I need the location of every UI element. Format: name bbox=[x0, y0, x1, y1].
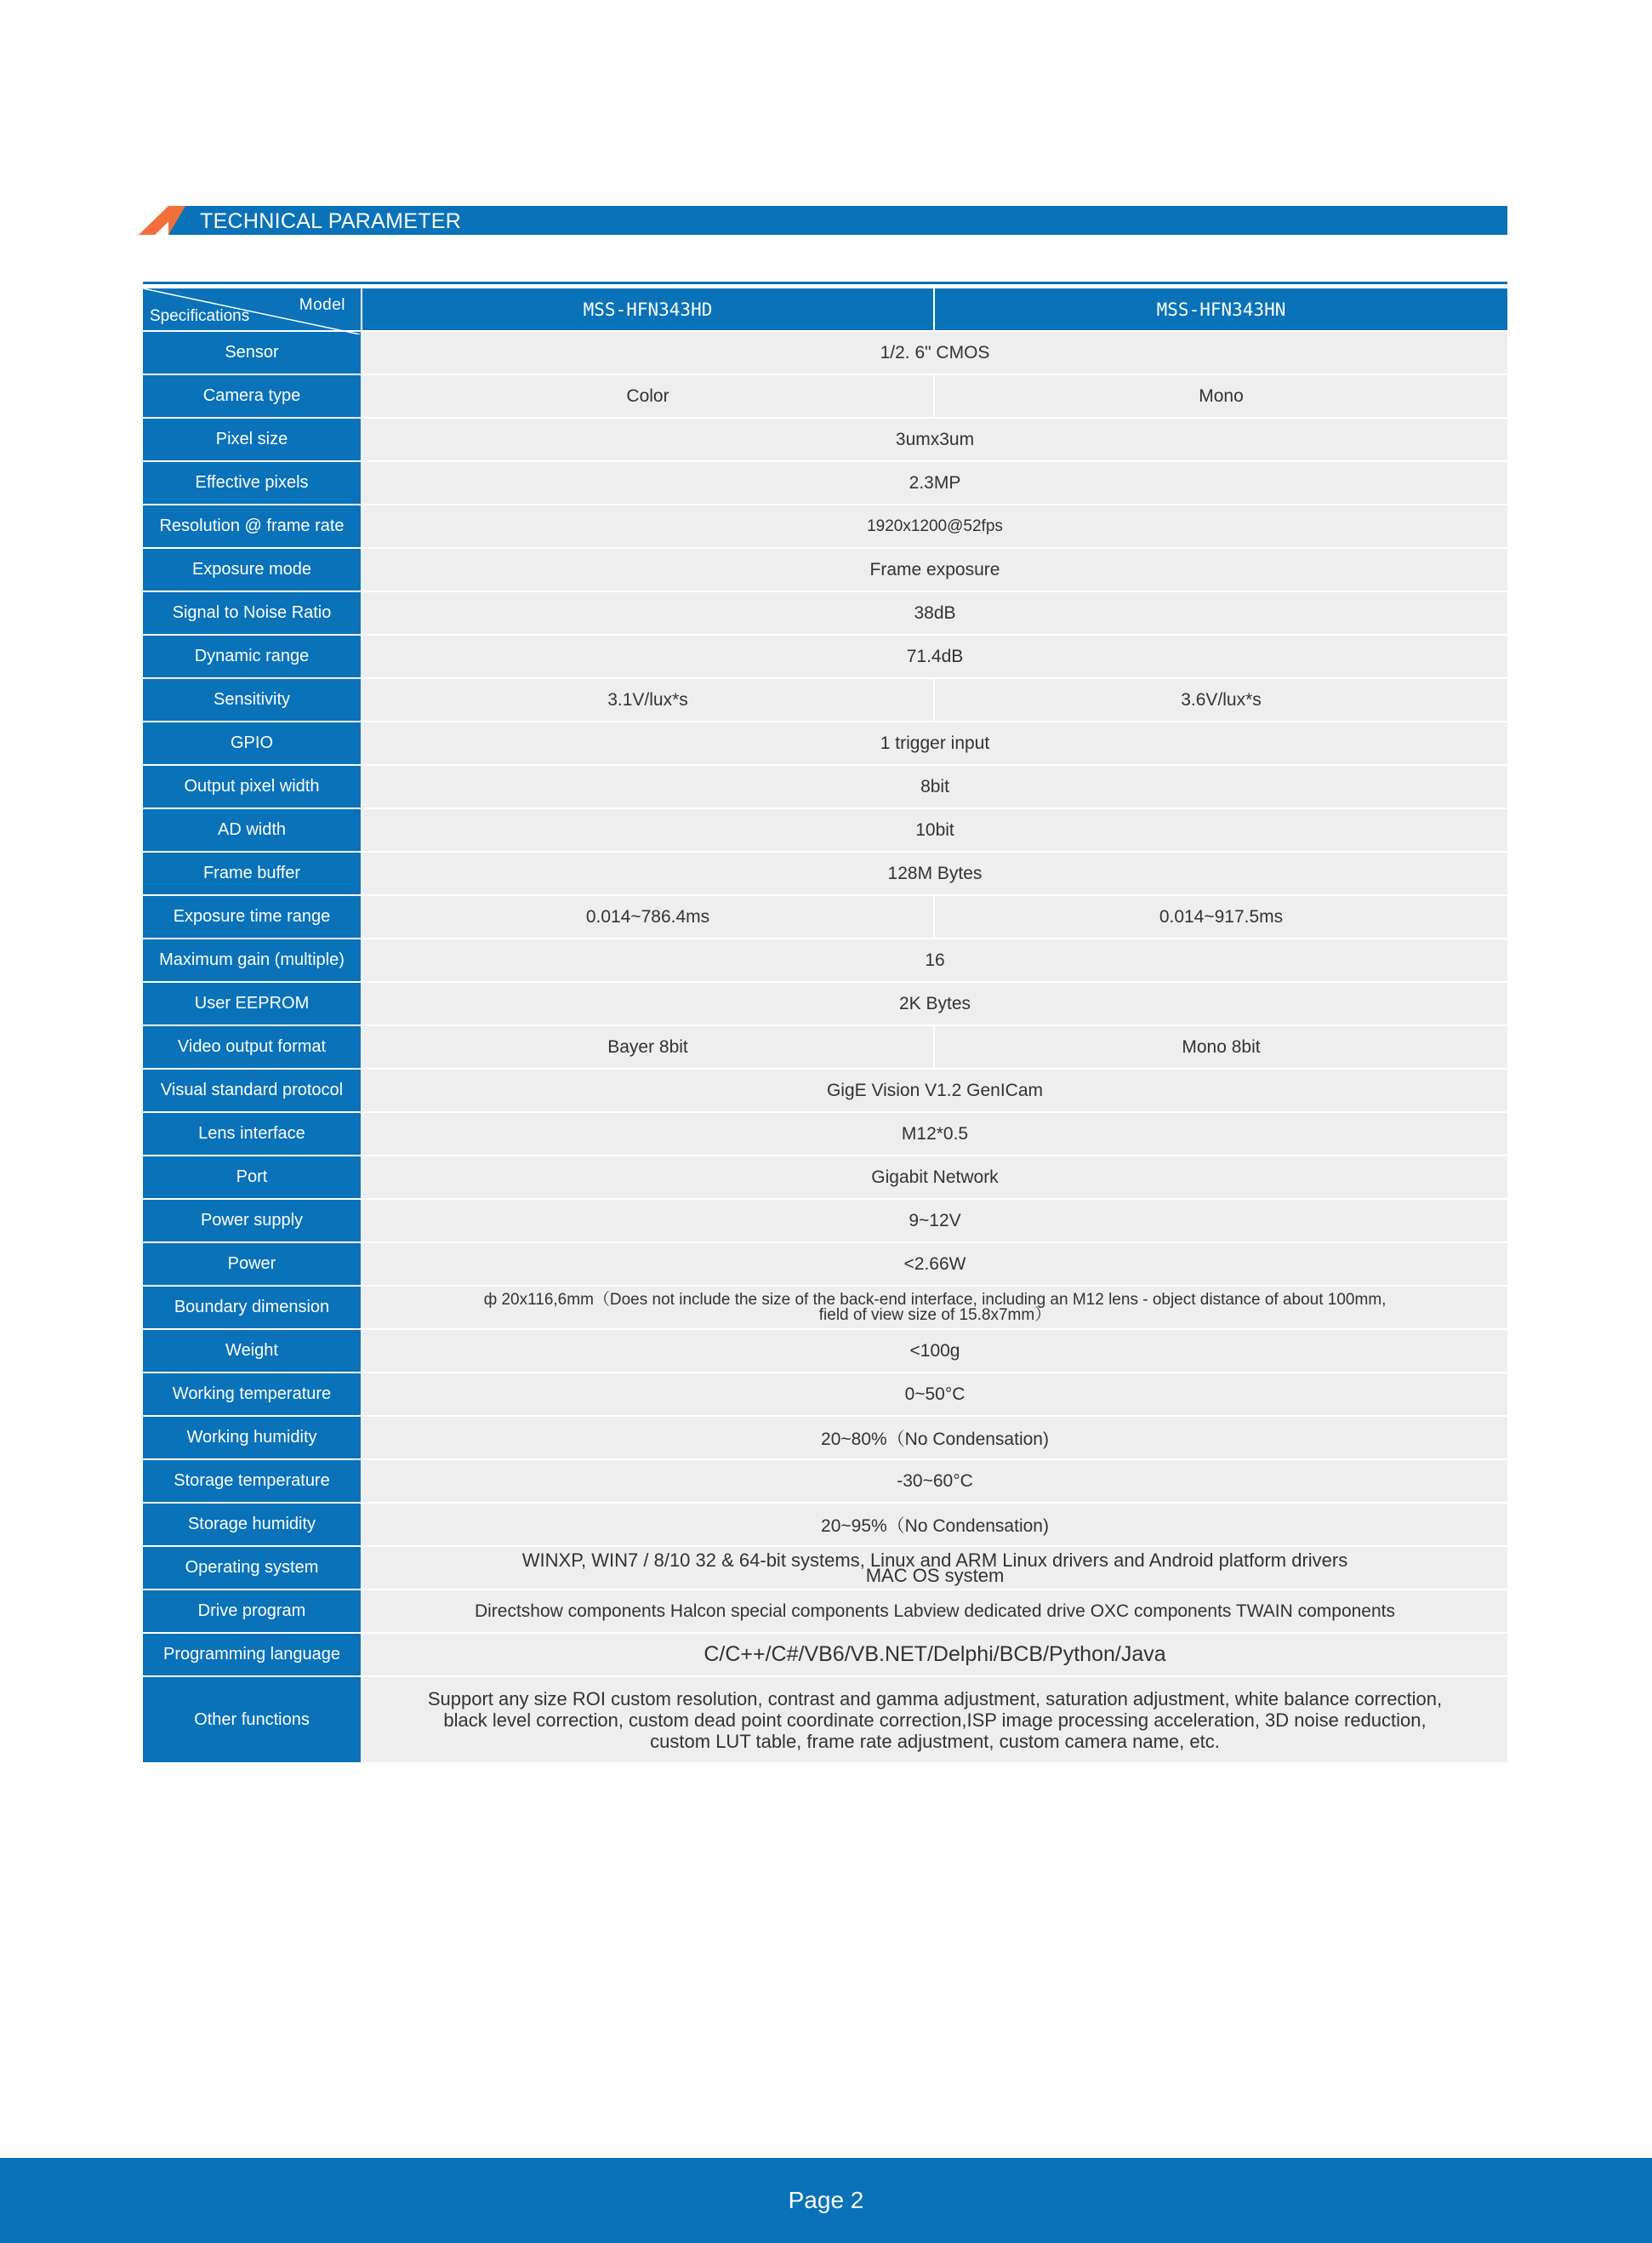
row-label: Sensor bbox=[143, 331, 362, 374]
boundary-line-1: ф 20x116,6mm（Does not include the size of the back-end interface, including an M12 lens - object distance of about 100mm, bbox=[483, 1290, 1387, 1309]
model-header-hd: MSS-HFN343HD bbox=[362, 288, 934, 331]
table-row bbox=[143, 982, 1507, 1025]
table-row bbox=[143, 1069, 1507, 1112]
row-label: Operating system bbox=[143, 1546, 362, 1590]
row-label: Drive program bbox=[143, 1590, 362, 1633]
page-number: Page 2 bbox=[788, 2187, 864, 2213]
table-row bbox=[143, 1676, 1507, 1763]
table-row bbox=[143, 852, 1507, 895]
table-row bbox=[143, 1112, 1507, 1156]
row-label: Working humidity bbox=[143, 1416, 362, 1459]
row-value: 38dB bbox=[362, 591, 1507, 635]
row-value: 2K Bytes bbox=[362, 982, 1507, 1025]
row-value: 128M Bytes bbox=[362, 852, 1507, 895]
row-value-hd: Color bbox=[362, 374, 934, 418]
table-row bbox=[143, 765, 1507, 808]
section-title: TECHNICAL PARAMETER bbox=[200, 209, 462, 233]
row-label: Power supply bbox=[143, 1199, 362, 1242]
row-value: 2.3MP bbox=[362, 461, 1507, 505]
row-value bbox=[362, 1286, 1507, 1329]
row-label: GPIO bbox=[143, 722, 362, 765]
row-label: Exposure time range bbox=[143, 895, 362, 939]
table-row bbox=[143, 1242, 1507, 1286]
table-row bbox=[143, 895, 1507, 939]
row-value bbox=[362, 1676, 1507, 1763]
page-footer bbox=[0, 2158, 1652, 2243]
row-label: Maximum gain (multiple) bbox=[143, 939, 362, 982]
row-value: 1 trigger input bbox=[362, 722, 1507, 765]
row-label: Other functions bbox=[143, 1676, 362, 1763]
table-row bbox=[143, 1286, 1507, 1329]
row-label: Lens interface bbox=[143, 1112, 362, 1156]
table-row bbox=[143, 722, 1507, 765]
table-row bbox=[143, 1199, 1507, 1242]
row-value: Frame exposure bbox=[362, 548, 1507, 591]
table-row bbox=[143, 1503, 1507, 1546]
row-value: -30~60°C bbox=[362, 1459, 1507, 1503]
row-value-hn: 0.014~917.5ms bbox=[934, 895, 1507, 939]
row-value: C/C++/C#/VB6/VB.NET/Delphi/BCB/Python/Java bbox=[362, 1633, 1507, 1676]
table-row bbox=[143, 678, 1507, 722]
row-value: 20~80%（No Condensation) bbox=[362, 1416, 1507, 1459]
row-label: Output pixel width bbox=[143, 765, 362, 808]
corner-spec-label: Specifications bbox=[150, 307, 250, 325]
row-label: Dynamic range bbox=[143, 635, 362, 678]
table-row bbox=[143, 374, 1507, 418]
row-value-hd: Bayer 8bit bbox=[362, 1025, 934, 1069]
row-value: 16 bbox=[362, 939, 1507, 982]
row-label: Signal to Noise Ratio bbox=[143, 591, 362, 635]
row-label: Effective pixels bbox=[143, 461, 362, 505]
table-row bbox=[143, 1156, 1507, 1199]
row-value: 9~12V bbox=[362, 1199, 1507, 1242]
corner-header-cell bbox=[143, 288, 362, 331]
row-value: 8bit bbox=[362, 765, 1507, 808]
other-functions-line-2: black level correction, custom dead point coordinate correction,ISP image processing acceleration, 3D noise reduction, bbox=[443, 1709, 1427, 1731]
row-label: Visual standard protocol bbox=[143, 1069, 362, 1112]
table-row bbox=[143, 1546, 1507, 1590]
table-row bbox=[143, 939, 1507, 982]
row-label: Video output format bbox=[143, 1025, 362, 1069]
table-row bbox=[143, 461, 1507, 505]
row-value: 1/2. 6" CMOS bbox=[362, 331, 1507, 374]
row-label: Resolution @ frame rate bbox=[143, 505, 362, 548]
row-value: <100g bbox=[362, 1329, 1507, 1373]
spec-table bbox=[143, 288, 1507, 1764]
row-label: Storage temperature bbox=[143, 1459, 362, 1503]
row-label: Exposure mode bbox=[143, 548, 362, 591]
row-value bbox=[362, 1546, 1507, 1590]
table-row bbox=[143, 1025, 1507, 1069]
table-row bbox=[143, 548, 1507, 591]
row-value-hn: 3.6V/lux*s bbox=[934, 678, 1507, 722]
section-header bbox=[139, 206, 1507, 235]
row-value: 1920x1200@52fps bbox=[362, 505, 1507, 548]
row-label: Port bbox=[143, 1156, 362, 1199]
row-label: Programming language bbox=[143, 1633, 362, 1676]
row-label: User EEPROM bbox=[143, 982, 362, 1025]
table-row bbox=[143, 1633, 1507, 1676]
boundary-line-2: field of view size of 15.8x7mm） bbox=[818, 1305, 1051, 1324]
table-row bbox=[143, 591, 1507, 635]
other-functions-line-3: custom LUT table, frame rate adjustment, custom camera name, etc. bbox=[650, 1730, 1220, 1752]
table-row bbox=[143, 635, 1507, 678]
row-value: Directshow components Halcon special components Labview dedicated drive OXC components TWAIN components bbox=[362, 1590, 1507, 1633]
row-label: Working temperature bbox=[143, 1373, 362, 1416]
row-value: 3umx3um bbox=[362, 418, 1507, 461]
row-label: Frame buffer bbox=[143, 852, 362, 895]
table-row bbox=[143, 1416, 1507, 1459]
row-value: 20~95%（No Condensation) bbox=[362, 1503, 1507, 1546]
row-value: M12*0.5 bbox=[362, 1112, 1507, 1156]
row-label: Power bbox=[143, 1242, 362, 1286]
row-value: <2.66W bbox=[362, 1242, 1507, 1286]
os-line-1: WINXP, WIN7 / 8/10 32 & 64-bit systems, Linux and ARM Linux drivers and Android platform drivers bbox=[521, 1549, 1348, 1571]
row-value-hd: 0.014~786.4ms bbox=[362, 895, 934, 939]
row-value: 0~50°C bbox=[362, 1373, 1507, 1416]
row-value-hd: 3.1V/lux*s bbox=[362, 678, 934, 722]
row-value: GigE Vision V1.2 GenICam bbox=[362, 1069, 1507, 1112]
row-label: Pixel size bbox=[143, 418, 362, 461]
other-functions-line-1: Support any size ROI custom resolution, contrast and gamma adjustment, saturation adjustment, white balance correction, bbox=[427, 1687, 1443, 1709]
row-label: Weight bbox=[143, 1329, 362, 1373]
row-value: 10bit bbox=[362, 808, 1507, 852]
table-row bbox=[143, 331, 1507, 374]
os-line-2: MAC OS system bbox=[865, 1564, 1005, 1586]
table-row bbox=[143, 505, 1507, 548]
table-row bbox=[143, 808, 1507, 852]
corner-model-label: Model bbox=[299, 296, 345, 314]
header-row bbox=[143, 288, 1507, 331]
model-header-hn: MSS-HFN343HN bbox=[934, 288, 1507, 331]
row-label: Storage humidity bbox=[143, 1503, 362, 1546]
row-value-hn: Mono 8bit bbox=[934, 1025, 1507, 1069]
table-row bbox=[143, 1373, 1507, 1416]
table-row bbox=[143, 1459, 1507, 1503]
row-value: Gigabit Network bbox=[362, 1156, 1507, 1199]
row-label: Boundary dimension bbox=[143, 1286, 362, 1329]
table-row bbox=[143, 418, 1507, 461]
row-label: Camera type bbox=[143, 374, 362, 418]
row-value: 71.4dB bbox=[362, 635, 1507, 678]
row-value-hn: Mono bbox=[934, 374, 1507, 418]
row-label: AD width bbox=[143, 808, 362, 852]
table-row bbox=[143, 1329, 1507, 1373]
table-row bbox=[143, 1590, 1507, 1633]
table-top-rule bbox=[143, 282, 1507, 284]
row-label: Sensitivity bbox=[143, 678, 362, 722]
